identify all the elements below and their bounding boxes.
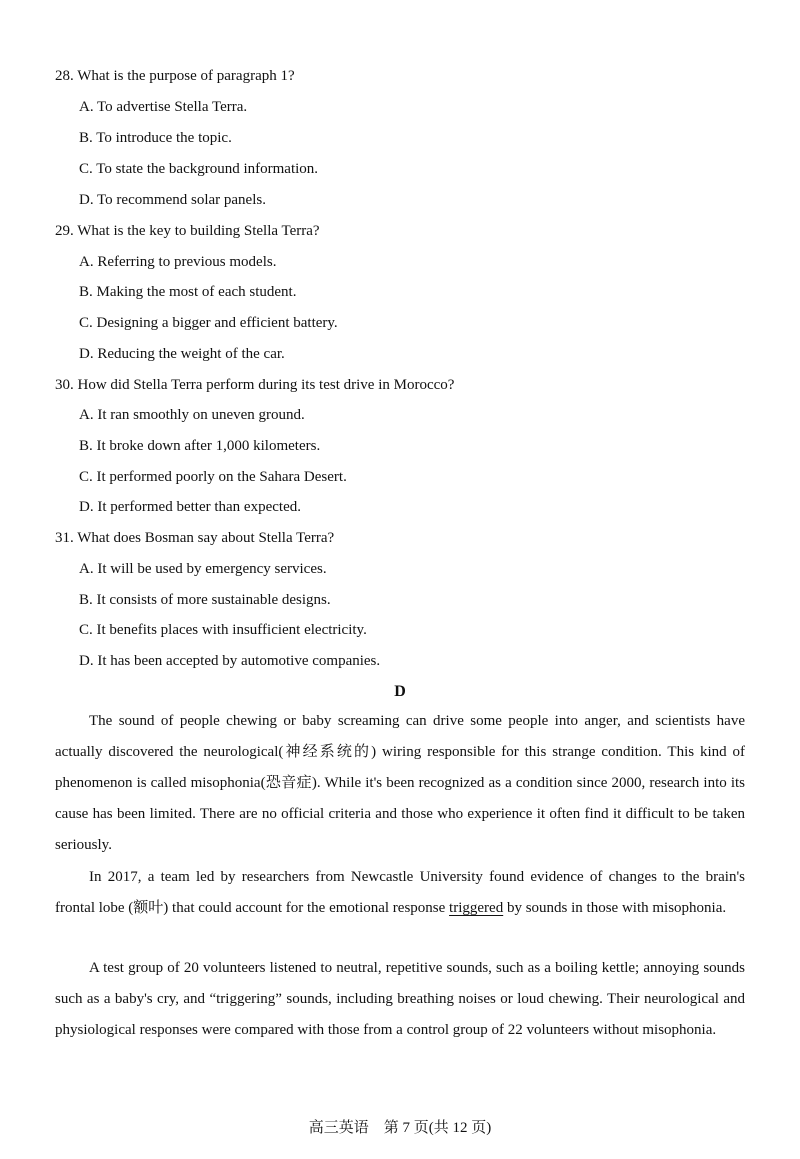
question-30-option-a: A. It ran smoothly on uneven ground.: [79, 407, 305, 423]
question-29-stem: 29. What is the key to building Stella Terra?: [55, 223, 320, 239]
question-30-option-c: C. It performed poorly on the Sahara Desert.: [79, 469, 347, 485]
question-29-option-c: C. Designing a bigger and efficient battery.: [79, 315, 338, 331]
question-29-option-b: B. Making the most of each student.: [79, 284, 297, 300]
question-30-option-d: D. It performed better than expected.: [79, 499, 301, 515]
question-31-option-c: C. It benefits places with insufficient electricity.: [79, 622, 367, 638]
page-footer: 高三英语 第 7 页(共 12 页): [308, 1120, 492, 1136]
question-28-option-a: A. To advertise Stella Terra.: [79, 99, 248, 115]
question-29-option-d: D. Reducing the weight of the car.: [79, 346, 285, 362]
question-28-stem: 28. What is the purpose of paragraph 1?: [55, 68, 295, 84]
question-31-stem: 31. What does Bosman say about Stella Terra?: [55, 530, 335, 546]
question-28-option-c: C. To state the background information.: [79, 161, 319, 177]
paragraph-2-text-start: In 2017, a team led by researchers from Newcastle University found evidence of changes to the brain's frontal lobe (额叶) that could account for the emotional response: [55, 869, 745, 916]
question-29-option-a: A. Referring to previous models.: [79, 254, 277, 270]
section-title: D: [394, 683, 406, 700]
question-28-option-d: D. To recommend solar panels.: [79, 192, 266, 208]
question-31-option-d: D. It has been accepted by automotive companies.: [79, 653, 381, 669]
paragraph-2-text-end: by sounds in those with misophonia.: [503, 900, 727, 916]
passage-paragraph-2: [55, 862, 745, 924]
passage-paragraph-1: The sound of people chewing or baby screaming can drive some people into anger, and scientists have actually discovered the neurological(神经系统的) wiring responsible for this strange condition. This kind of phenomenon is called misophonia(恐音症). While it's been recognized as a condition since 2000, research into its cause has been limited. There are no official criteria and those who experience it often find it difficult to be taken seriously.: [55, 713, 745, 853]
passage-paragraph-3: A test group of 20 volunteers listened to neutral, repetitive sounds, such as a boiling kettle; annoying sounds such as a baby's cry, and “triggering” sounds, including breathing noises or loud chewing. Their neurological and physiological responses were compared with those from a control group of 22 volunteers without misophonia.: [55, 960, 745, 1038]
question-30-option-b: B. It broke down after 1,000 kilometers.: [79, 438, 321, 454]
question-28-option-b: B. To introduce the topic.: [79, 130, 232, 146]
underlined-word: triggered: [449, 900, 504, 916]
question-30-stem: 30. How did Stella Terra perform during its test drive in Morocco?: [55, 377, 455, 393]
question-31-option-b: B. It consists of more sustainable designs.: [79, 592, 331, 608]
question-31-option-a: A. It will be used by emergency services.: [79, 561, 327, 577]
